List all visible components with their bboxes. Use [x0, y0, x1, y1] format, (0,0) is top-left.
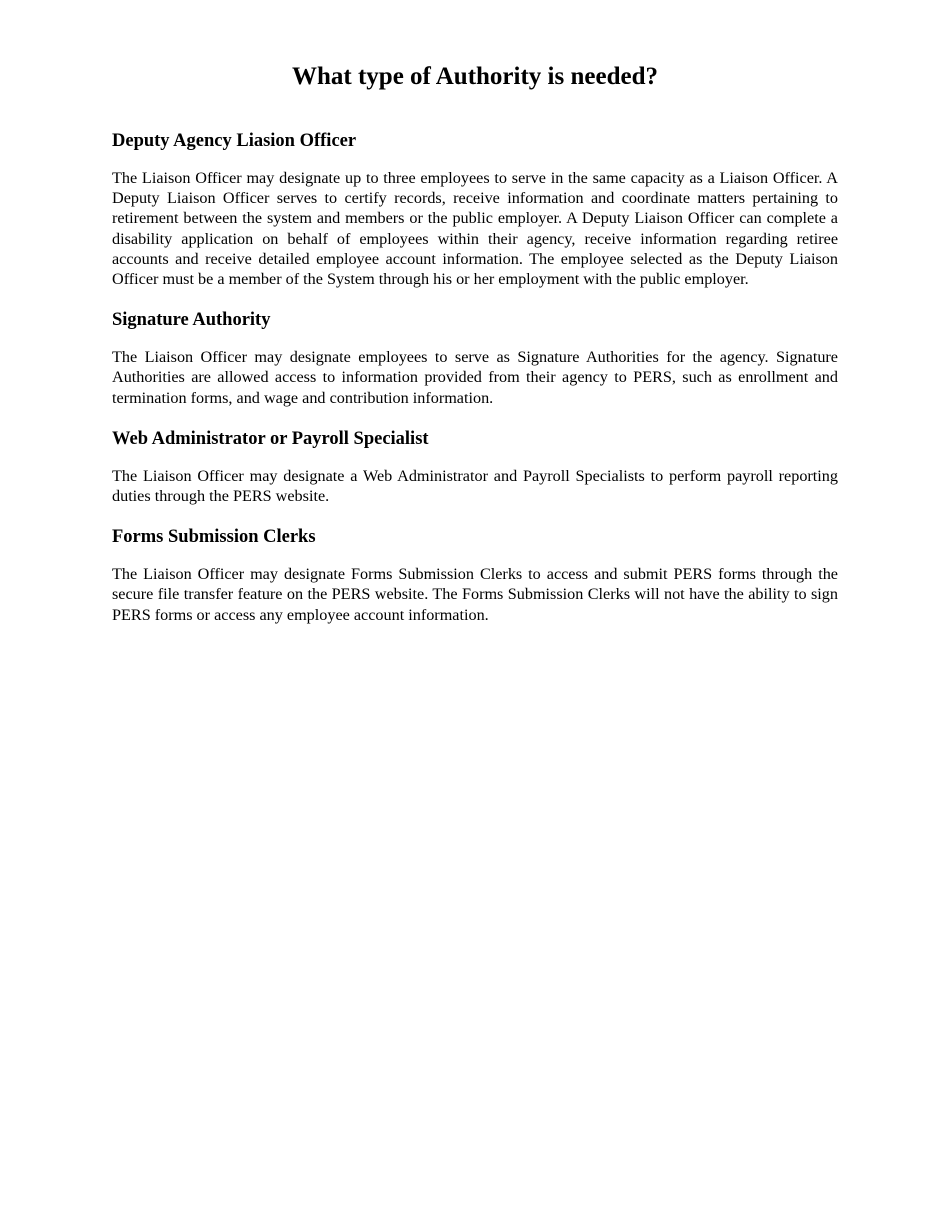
section-deputy-liaison-officer — [112, 128, 838, 289]
section-heading: Deputy Agency Liasion Officer — [112, 131, 357, 151]
section-web-administrator — [112, 426, 838, 506]
section-body: The Liaison Officer may designate a Web Administrator and Payroll Specialists to perform payroll reporting duties through the PERS website. — [112, 466, 838, 506]
section-heading: Signature Authority — [112, 310, 271, 331]
section-body: The Liaison Officer may designate employees to serve as Signature Authorities for the agency. Signature Authorities are allowed access to information provided from their agency to PERS, such as enrollment and termination forms, and wage and contribution information. — [112, 348, 838, 407]
section-forms-submission-clerks — [112, 524, 838, 625]
section-body: The Liaison Officer may designate Forms Submission Clerks to access and submit PERS forms through the secure file transfer feature on the PERS website. The Forms Submission Clerks will not have the ability to sign PERS forms or access any employee account information. — [112, 565, 838, 624]
section-heading: Web Administrator or Payroll Specialist — [112, 428, 429, 449]
section-body: The Liaison Officer may designate up to three employees to serve in the same capacity as a Liaison Officer. A Deputy Liaison Officer serves to certify records, receive information and coordinate matters pertaining to retirement between the system and members or the public employer. A Deputy Liaison Officer can complete a disability application on behalf of employees within their agency, receive information regarding retiree accounts and receive detailed employee account information. The employee selected as the Deputy Liaison Officer must be a member of the System through his or her employment with the public employer. — [112, 169, 838, 289]
document-title: What type of Authority is needed? — [292, 63, 658, 90]
sections-container — [112, 128, 838, 625]
section-signature-authority — [112, 307, 838, 408]
section-heading: Forms Submission Clerks — [112, 527, 316, 548]
